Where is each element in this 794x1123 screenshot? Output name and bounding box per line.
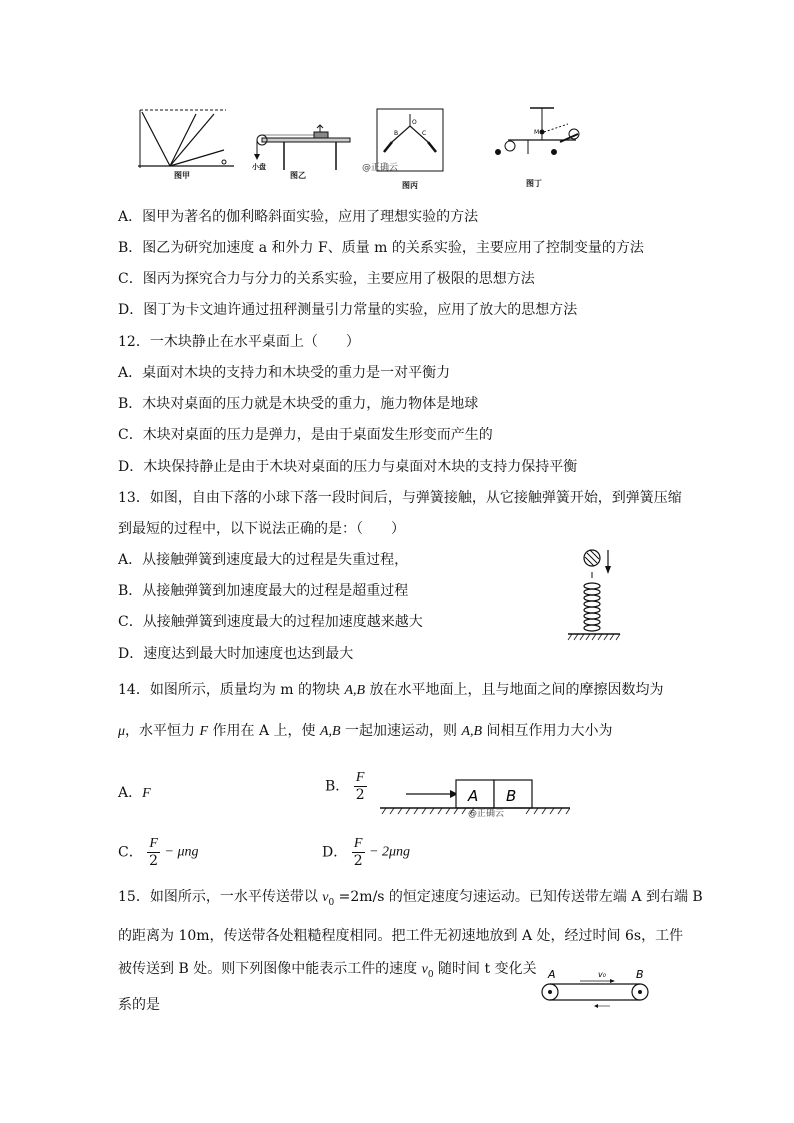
blocks-figure bbox=[380, 776, 570, 820]
figure-yi-label: 小盘 bbox=[252, 163, 266, 171]
q14-stem-line1: 14．如图所示，质量均为 m 的物块 A,B 放在水平地面上，且与地面之间的摩擦因数均为 bbox=[118, 682, 664, 698]
q13-option-d: D．速度达到最大时加速度也达到最大 bbox=[118, 646, 354, 662]
q13-stem-line2: 到最短的过程中，以下说法正确的是：（ ） bbox=[118, 521, 405, 537]
figure-bing-label-b: B bbox=[394, 130, 399, 137]
spring-ball-figure bbox=[566, 546, 630, 644]
figure-ding bbox=[488, 104, 588, 188]
q12-option-b: B．木块对桌面的压力就是木块受的重力，施力物体是地球 bbox=[118, 396, 479, 412]
figure-bing bbox=[362, 108, 444, 190]
conveyor-label-a: A bbox=[548, 968, 556, 981]
figure-yi-caption: 图乙 bbox=[290, 171, 306, 180]
q14-option-b: B． $\frac{F}{2}$ bbox=[325, 770, 365, 803]
q11-option-b: B．图乙为研究加速度 a 和外力 F、质量 m 的关系实验，主要应用了控制变量的方法 bbox=[118, 240, 644, 256]
q13-option-c: C．从接触弹簧到速度最大的过程加速度越来越大 bbox=[118, 614, 423, 630]
figure-bing-label-o: O bbox=[412, 119, 417, 126]
conveyor-figure bbox=[540, 966, 650, 1012]
q14-option-a: A．F bbox=[118, 785, 151, 801]
figure-bing-caption: 图丙 bbox=[402, 181, 418, 190]
q11-option-d: D．图丁为卡文迪许通过扭秤测量引力常量的实验，应用了放大的思想方法 bbox=[118, 302, 578, 318]
figure-jia-caption: 图甲 bbox=[174, 171, 190, 180]
q11-option-a: A．图甲为著名的伽利略斜面实验，应用了理想实验的方法 bbox=[118, 209, 479, 225]
q12-option-a: A．桌面对木块的支持力和木块受的重力是一对平衡力 bbox=[118, 365, 451, 381]
figure-yi bbox=[252, 124, 352, 180]
block-a-label: A bbox=[468, 787, 479, 805]
q12-option-c: C．木块对桌面的压力是弹力，是由于桌面发生形变而产生的 bbox=[118, 427, 493, 443]
q12-option-d: D．木块保持静止是由于木块对桌面的压力与桌面对木块的支持力保持平衡 bbox=[118, 459, 578, 475]
q13-option-b: B．从接触弹簧到加速度最大的过程是超重过程 bbox=[118, 583, 409, 599]
q11-option-c: C．图丙为探究合力与分力的关系实验，主要应用了极限的思想方法 bbox=[118, 271, 535, 287]
q15-line4: 系的是 bbox=[118, 997, 160, 1013]
q15-line3: 被传送到 B 处。则下列图像中能表示工件的速度 $v_0$ 随时间 t 变化关 bbox=[118, 961, 537, 980]
q13-stem-line1: 13．如图，自由下落的小球下落一段时间后，与弹簧接触，从它接触弹簧开始，到弹簧压缩 bbox=[118, 490, 682, 506]
figure-ding-caption: 图丁 bbox=[526, 179, 542, 188]
figure-bing-label-c: C bbox=[422, 130, 427, 137]
q13-option-a: A．从接触弹簧到速度最大的过程是失重过程， bbox=[118, 552, 409, 568]
conveyor-label-b: B bbox=[636, 968, 644, 981]
q15-line1: 15．如图所示，一水平传送带以 $v_0 =2m/s$ 的恒定速度匀速运动。已知传送带左端 A 到右端 B bbox=[118, 889, 703, 908]
figure-ding-label-m: M bbox=[534, 129, 540, 136]
figure-bing-watermark: @正确云 bbox=[362, 163, 399, 173]
q14-option-d: D． $\frac{F}{2}$ − 2μng bbox=[322, 836, 411, 869]
q14-option-c: C． $\frac{F}{2}$ − μng bbox=[118, 836, 199, 869]
block-b-label: B bbox=[506, 787, 517, 805]
q12-stem: 12．一木块静止在水平桌面上（ ） bbox=[118, 334, 360, 350]
q15-line2: 的距离为 10m，传送带各处粗糙程度相同。把工件无初速地放到 A 处，经过时间 6s，工件 bbox=[118, 928, 684, 944]
blocks-figure-watermark: @正确云 bbox=[468, 809, 505, 819]
figure-jia bbox=[136, 104, 236, 180]
conveyor-label-v0: v₀ bbox=[598, 970, 606, 979]
q14-stem-line2: μ，水平恒力 F 作用在 A 上，使 A,B 一起加速运动，则 A,B 间相互作用力大小为 bbox=[118, 723, 613, 739]
